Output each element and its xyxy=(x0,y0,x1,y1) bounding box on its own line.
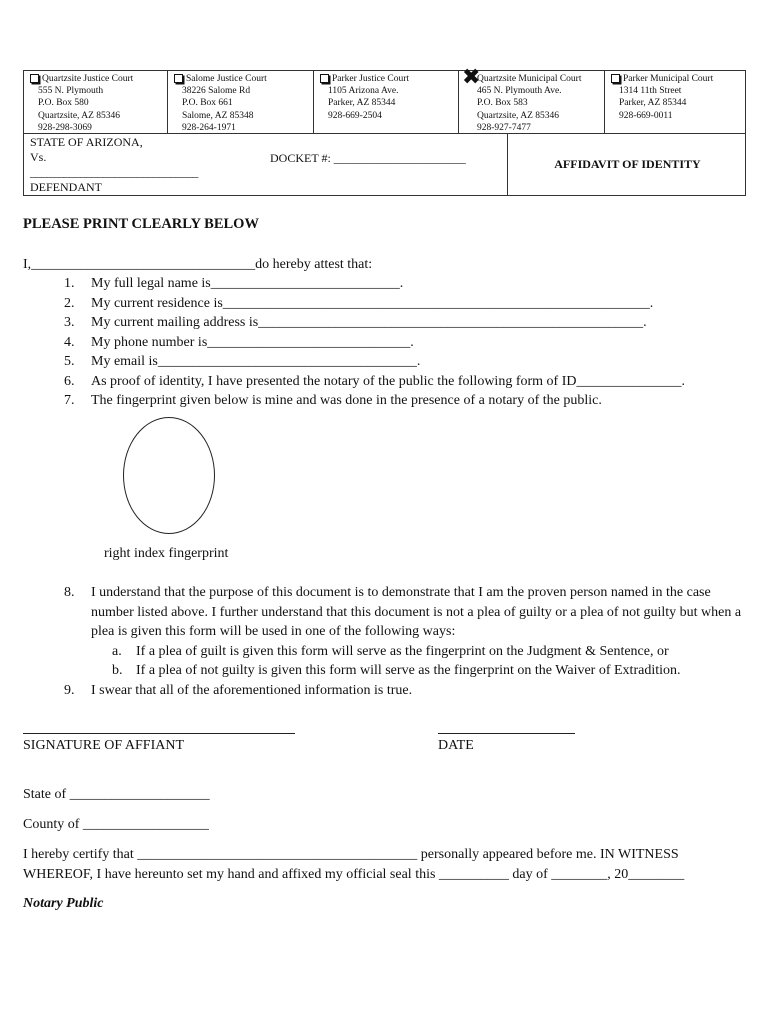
court-address-line: Quartzsite, AZ 85346 xyxy=(477,110,560,121)
court-address-line: Parker, AZ 85344 xyxy=(619,98,687,109)
docket-number-field[interactable]: DOCKET #: ______________________ xyxy=(270,151,466,165)
list-item[interactable] xyxy=(64,352,685,372)
item-number: 9. xyxy=(64,682,75,698)
swear-statement: I swear that all of the aforementioned information is true. xyxy=(91,682,413,698)
checked-x-icon[interactable]: ✖ xyxy=(462,65,481,90)
fingerprint-oval[interactable] xyxy=(123,417,215,534)
court-address-line: Parker, AZ 85344 xyxy=(328,98,396,109)
list-item xyxy=(64,391,685,411)
court-phone: 928-264-1971 xyxy=(182,122,236,133)
court-name: Quartzsite Municipal Court xyxy=(477,74,582,84)
court-address-line: P.O. Box 583 xyxy=(477,98,528,109)
court-name: Salome Justice Court xyxy=(186,74,267,84)
purpose-statement: I understand that the purpose of this document is to demonstrate that I am the proven person named in the case number listed above. I further understand that this document is not a plea of guilty or a plea of not guilty but when a plea is given this form will be used in one of the following ways: xyxy=(91,585,742,639)
item-number: 7. xyxy=(64,393,75,408)
divider xyxy=(167,71,168,133)
item-number: 5. xyxy=(64,354,75,369)
certification-statement[interactable]: I hereby certify that ________________________________________ personally appeared before me. IN WITNESS WHEREOF, I have hereunto set my hand and affixed my official seal this __________ day of ________, 20________ xyxy=(23,847,685,882)
document-title: AFFIDAVIT OF IDENTITY xyxy=(507,133,747,195)
list-item[interactable] xyxy=(64,333,685,353)
phone-field[interactable]: My phone number is_____________________________. xyxy=(91,334,414,350)
id-form-field[interactable]: As proof of identity, I have presented the notary of the public the following form of ID_______________. xyxy=(91,373,685,389)
notary-public-label: Notary Public xyxy=(23,896,104,911)
sub-item-letter: a. xyxy=(112,643,122,659)
court-phone: 928-298-3069 xyxy=(38,122,92,133)
date-line[interactable] xyxy=(438,733,575,734)
sub-item-letter: b. xyxy=(112,663,123,678)
mailing-address-field[interactable]: My current mailing address is_______________________________________________________. xyxy=(91,315,647,330)
understanding-list xyxy=(64,583,744,700)
item-number: 6. xyxy=(64,373,75,389)
county-of-field[interactable]: County of __________________ xyxy=(23,817,209,832)
checkbox-icon[interactable] xyxy=(30,74,39,83)
courts-row xyxy=(24,65,745,134)
email-field[interactable]: My email is_____________________________________. xyxy=(91,354,421,369)
list-item xyxy=(64,583,744,642)
divider xyxy=(604,71,605,133)
court-address-line: Salome, AZ 85348 xyxy=(182,110,254,121)
list-item[interactable] xyxy=(64,294,685,314)
legal-name-field[interactable]: My full legal name is___________________________. xyxy=(91,276,404,291)
list-item[interactable] xyxy=(64,274,685,294)
state-of-field[interactable]: State of ____________________ xyxy=(23,787,210,802)
checkbox-icon[interactable] xyxy=(611,74,620,83)
court-address-line: 38226 Salome Rd xyxy=(182,86,251,97)
divider xyxy=(313,71,314,133)
court-name: Quartzsite Justice Court xyxy=(42,74,134,84)
court-quartzsite-justice[interactable] xyxy=(30,73,133,134)
court-parker-justice[interactable] xyxy=(320,73,409,122)
defendant-label: DEFENDANT xyxy=(30,180,102,194)
item-number: 1. xyxy=(64,276,75,291)
court-phone: 928-927-7477 xyxy=(477,122,531,133)
item-number: 8. xyxy=(64,585,75,600)
court-name: Parker Municipal Court xyxy=(623,74,714,84)
item-number: 3. xyxy=(64,315,75,330)
state-label: STATE OF ARIZONA, xyxy=(30,135,143,149)
list-item xyxy=(64,681,744,701)
court-address-line: Quartzsite, AZ 85346 xyxy=(38,110,121,121)
court-salome-justice[interactable] xyxy=(174,73,267,134)
sub-item xyxy=(64,642,744,662)
court-phone: 928-669-2504 xyxy=(328,110,382,121)
not-guilty-plea-statement: If a plea of not guilty is given this form will serve as the fingerprint on the Waiver of Extradition. xyxy=(136,663,681,678)
fingerprint-statement: The fingerprint given below is mine and was done in the presence of a notary of the public. xyxy=(91,393,602,408)
list-item[interactable] xyxy=(64,313,685,333)
vs-label: Vs. xyxy=(30,150,47,164)
attestation-list xyxy=(64,274,685,411)
header-box xyxy=(23,65,746,196)
court-address-line: 555 N. Plymouth xyxy=(38,86,104,97)
court-parker-municipal[interactable] xyxy=(611,73,713,122)
fingerprint-label: right index fingerprint xyxy=(104,546,229,561)
court-quartzsite-municipal[interactable] xyxy=(462,65,582,134)
item-number: 4. xyxy=(64,334,75,350)
list-item[interactable] xyxy=(64,372,685,392)
court-address-line: 1105 Arizona Ave. xyxy=(328,86,399,97)
item-number: 2. xyxy=(64,295,75,311)
court-address-line: P.O. Box 580 xyxy=(38,98,89,109)
guilty-plea-statement: If a plea of guilt is given this form will serve as the fingerprint on the Judgment & Sentence, or xyxy=(136,643,669,659)
sub-item xyxy=(64,661,744,681)
court-address-line: 1314 11th Street xyxy=(619,86,682,97)
case-caption-row xyxy=(24,133,745,195)
residence-field[interactable]: My current residence is_____________________________________________________________. xyxy=(91,295,654,311)
attest-line[interactable]: I,________________________________do hereby attest that: xyxy=(23,257,373,272)
signature-line[interactable] xyxy=(23,733,295,734)
court-address-line: P.O. Box 661 xyxy=(182,98,233,109)
divider xyxy=(458,71,459,133)
court-name: Parker Justice Court xyxy=(332,74,410,84)
signature-label: SIGNATURE OF AFFIANT xyxy=(23,738,185,753)
court-address-line: 465 N. Plymouth Ave. xyxy=(477,86,562,97)
court-phone: 928-669-0011 xyxy=(619,110,673,121)
date-label: DATE xyxy=(438,738,474,753)
checkbox-icon[interactable] xyxy=(320,74,329,83)
print-clearly-heading: PLEASE PRINT CLEARLY BELOW xyxy=(23,216,259,232)
case-parties xyxy=(30,135,198,195)
defendant-name-field[interactable]: ______________________________ xyxy=(30,165,199,179)
checkbox-icon[interactable] xyxy=(174,74,183,83)
